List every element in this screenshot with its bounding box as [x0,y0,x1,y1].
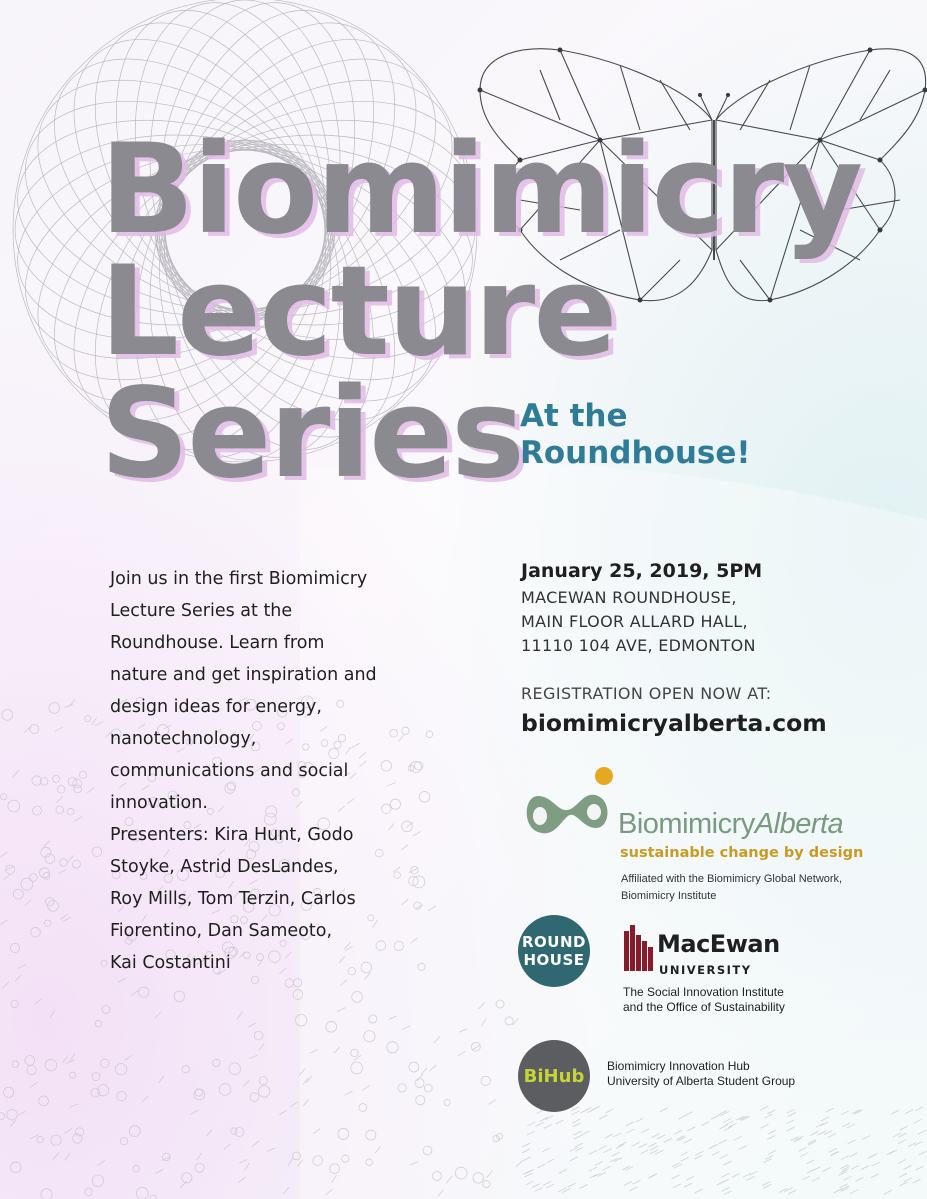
presenters-line: Stoyke, Astrid DesLandes, [110,857,339,877]
biomimicry-alberta-name-part1: Biomimicry [618,808,755,840]
roundhouse-logo-line1: ROUND [522,933,586,951]
venue-line: 11110 104 AVE, EDMONTON [521,636,756,655]
biomimicry-alberta-affiliation [621,871,891,905]
macewan-desc-line: and the Office of Sustainability [623,1000,785,1014]
presenters-line: Roy Mills, Tom Terzin, Carlos [110,889,356,909]
registration-link[interactable]: biomimicryalberta.com [521,709,827,737]
intro-line: communications and social [110,761,349,781]
biomimicry-alberta-name-part2: Alberta [754,808,844,840]
biomimicry-alberta-tagline: sustainable change by design [620,845,864,861]
presenters-line: Presenters: Kira Hunt, Godo [110,825,354,845]
bihub-description [607,1059,847,1089]
registration-label: REGISTRATION OPEN NOW AT: [521,684,772,703]
intro-line: design ideas for energy, [110,697,322,717]
intro-line: Roundhouse. Learn from [110,633,325,653]
macewan-name: MacEwan [657,930,780,958]
event-venue [521,586,756,658]
bihub-logo: BiHub [518,1040,590,1112]
subtitle [520,398,751,472]
title-line-biomimicry: Biomimicry [100,118,862,262]
roundhouse-logo [518,915,590,987]
intro-line: nanotechnology, [110,729,257,749]
venue-line: MAIN FLOOR ALLARD HALL, [521,612,748,631]
affiliation-line: Biomimicry Institute [621,890,717,902]
macewan-description [623,985,863,1015]
subtitle-line2: Roundhouse! [520,435,751,472]
presenters-line: Fiorentino, Dan Sameoto, [110,921,333,941]
intro-line: Join us in the first Biomimicry [110,569,368,589]
presenters-text [110,819,410,979]
bihub-line: Biomimicry Innovation Hub [607,1059,750,1073]
intro-line: innovation. [110,793,208,813]
macewan-desc-line: The Social Innovation Institute [623,985,784,999]
venue-line: MACEWAN ROUNDHOUSE, [521,588,737,607]
biomimicry-alberta-logo-icon [520,766,615,846]
bihub-line: University of Alberta Student Group [607,1074,796,1088]
event-date: January 25, 2019, 5PM [521,560,763,582]
intro-text [110,563,410,819]
presenters-line: Kai Costantini [110,953,231,973]
roundhouse-logo-line2: HOUSE [523,951,585,969]
title-line-lecture: Lecture [100,240,616,384]
title-line-series: Series [100,362,523,506]
biomimicry-alberta-name [618,808,843,841]
intro-line: Lecture Series at the [110,601,293,621]
subtitle-line1: At the [520,398,628,434]
macewan-logo-icon [624,925,654,971]
macewan-university-label: UNIVERSITY [659,963,752,977]
intro-line: nature and get inspiration and [110,665,377,685]
affiliation-line: Affiliated with the Biomimicry Global Network, [621,873,843,885]
